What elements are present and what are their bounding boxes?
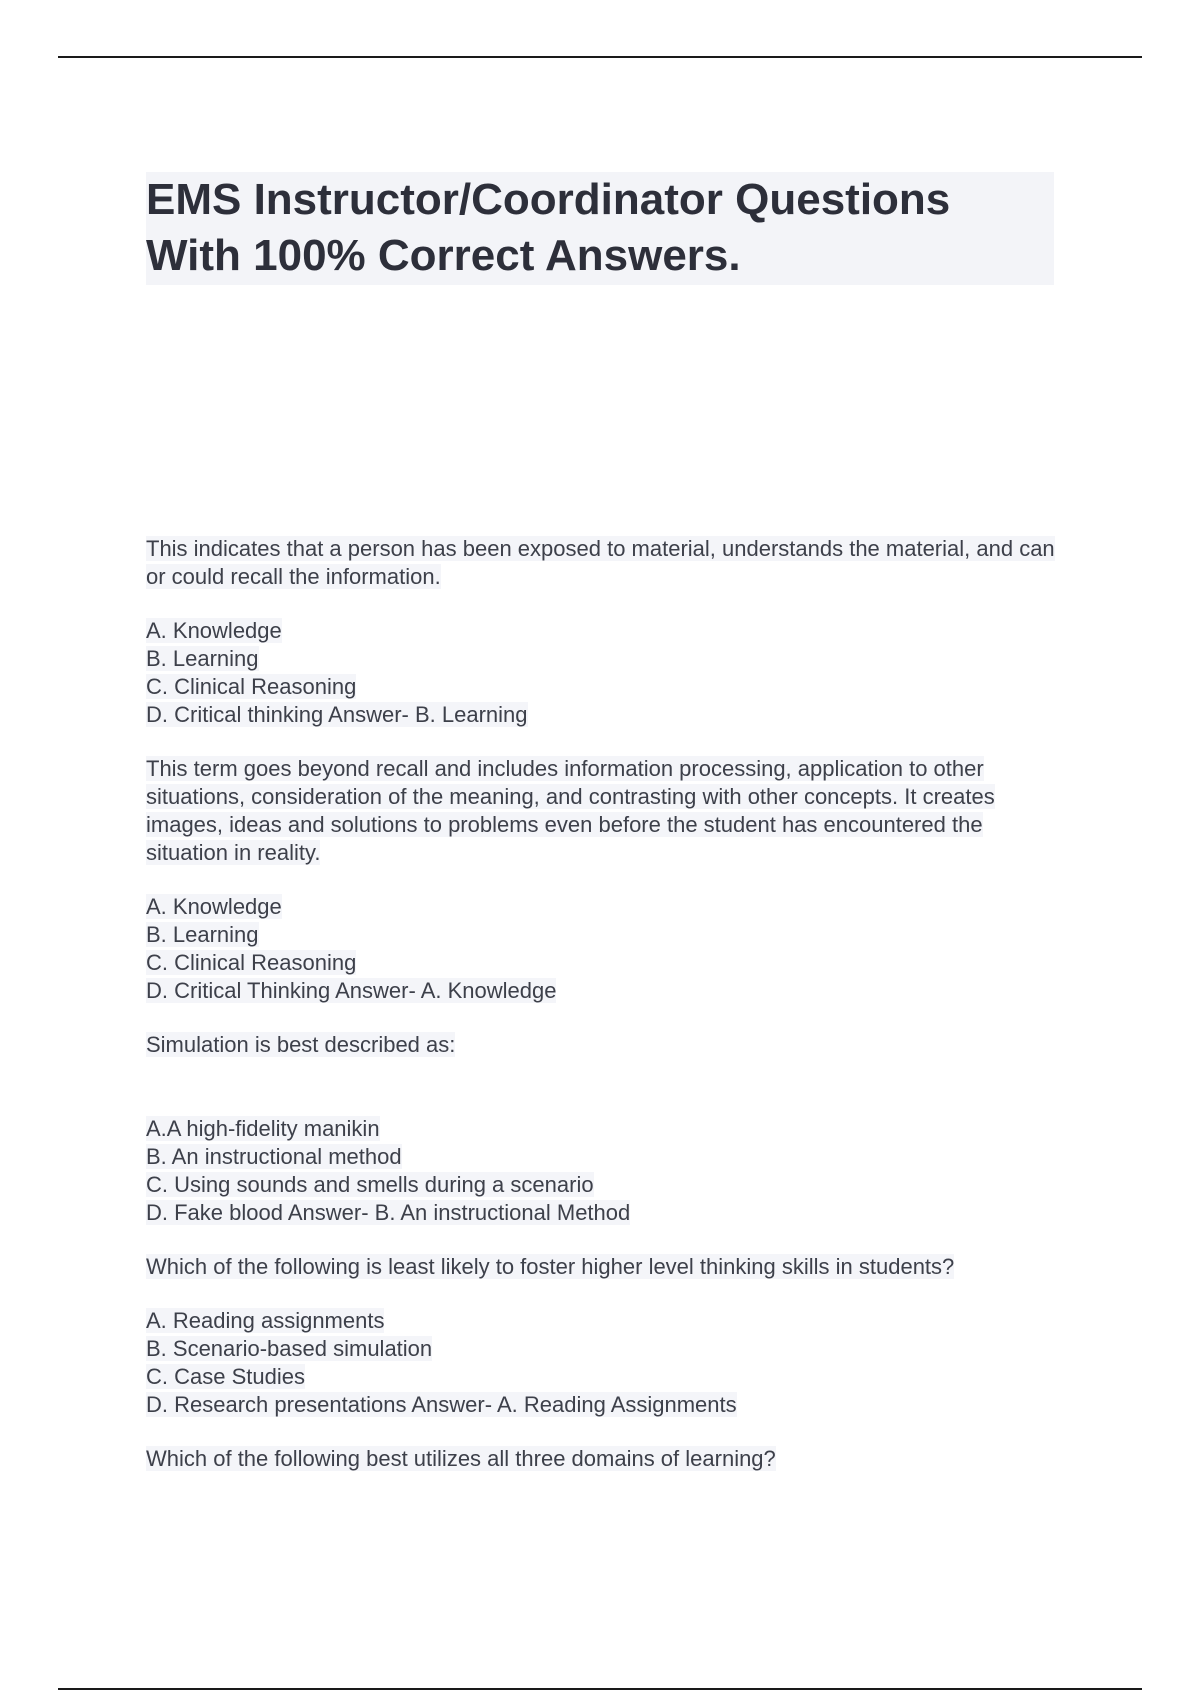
option-with-answer: D. Critical Thinking Answer- A. Knowledge (146, 978, 557, 1003)
option: A. Reading assignments (146, 1308, 385, 1333)
option: C. Clinical Reasoning (146, 674, 357, 699)
top-rule (58, 56, 1142, 58)
question-list (146, 535, 1066, 1499)
question-1-options (146, 617, 1066, 729)
question-2-prompt: This term goes beyond recall and includes information processing, application to other situations, consideration of the meaning, and contrasting with other concepts. It creates images, ideas and solutions to problems even before the student has encountered the situation in reality. (146, 756, 995, 865)
question-3-options (146, 1115, 1066, 1227)
question-1-prompt: This indicates that a person has been exposed to material, understands the material, and can or could recall the information. (146, 536, 1055, 589)
bottom-rule (58, 1688, 1142, 1690)
option: A. Knowledge (146, 894, 282, 919)
option-with-answer: D. Critical thinking Answer- B. Learning (146, 702, 528, 727)
option: B. An instructional method (146, 1144, 402, 1169)
option: A.A high-fidelity manikin (146, 1116, 380, 1141)
question-5-prompt: Which of the following best utilizes all three domains of learning? (146, 1446, 776, 1471)
document-title: EMS Instructor/Coordinator Questions With 100% Correct Answers. (146, 175, 951, 280)
option: C. Clinical Reasoning (146, 950, 357, 975)
option-with-answer: D. Research presentations Answer- A. Reading Assignments (146, 1392, 737, 1417)
option: C. Using sounds and smells during a scenario (146, 1172, 594, 1197)
question-4-options (146, 1307, 1066, 1419)
question-3-prompt: Simulation is best described as: (146, 1032, 456, 1057)
question-4-prompt: Which of the following is least likely to foster higher level thinking skills in students? (146, 1254, 955, 1279)
option: A. Knowledge (146, 618, 282, 643)
option: B. Scenario-based simulation (146, 1336, 433, 1361)
option: B. Learning (146, 646, 259, 671)
question-2-options (146, 893, 1066, 1005)
option: C. Case Studies (146, 1364, 305, 1389)
option-with-answer: D. Fake blood Answer- B. An instructional Method (146, 1200, 631, 1225)
option: B. Learning (146, 922, 259, 947)
